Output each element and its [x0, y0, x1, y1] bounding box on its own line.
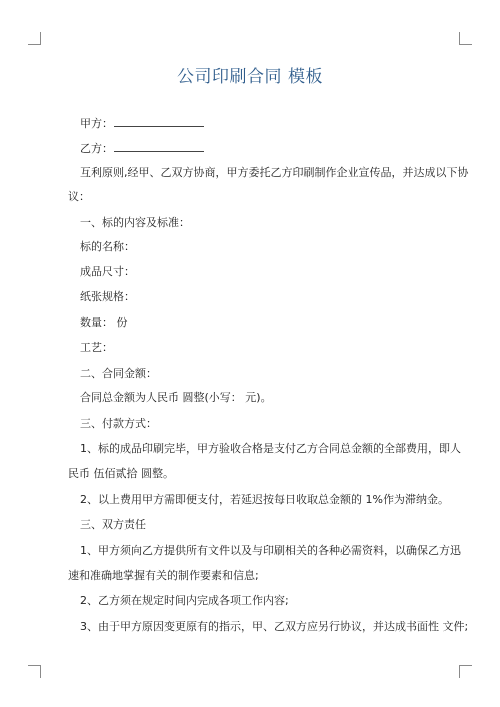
item-size-line: 成品尺寸： [80, 265, 135, 278]
party-a-label: 甲方： [80, 117, 113, 130]
item-craft-line: 工艺： [80, 341, 113, 354]
item-quantity-line: 数量： 份 [80, 316, 128, 329]
party-b-label: 乙方： [80, 142, 113, 155]
payment-1-line-1: 1、标的成品印刷完毕，甲方验收合格是支付乙方合同总金额的全部费用，即人 [80, 442, 461, 455]
crop-mark-top-right [459, 32, 472, 45]
duty-1-line-1: 1、甲方须向乙方提供所有文件以及与印刷相关的各种必需资料，以确保乙方迅 [80, 544, 461, 557]
crop-mark-bottom-right [459, 665, 472, 678]
section-4-heading: 三、双方责任 [80, 518, 146, 531]
intro-line-2: 议： [68, 190, 90, 203]
party-a-blank[interactable] [114, 116, 204, 127]
duty-2-line-1: 2、乙方须在规定时间内完成各项工作内容; [80, 594, 289, 607]
crop-mark-bottom-left [28, 665, 41, 678]
party-b-line [80, 141, 204, 156]
party-a-line [80, 116, 204, 131]
section-1-heading: 一、标的内容及标准： [80, 216, 190, 229]
section-3-heading: 三、付款方式： [80, 417, 157, 430]
section-2-heading: 二、合同金额： [80, 367, 157, 380]
amount-line: 合同总金额为人民币 圆整(小写： 元)。 [80, 391, 272, 404]
duty-1-line-2: 速和准确地掌握有关的制作要素和信息; [68, 569, 259, 582]
item-paper-line: 纸张规格： [80, 290, 135, 303]
party-b-blank[interactable] [114, 141, 204, 152]
item-name-line: 标的名称： [80, 240, 135, 253]
crop-mark-top-left [28, 32, 41, 45]
payment-2-line-1: 2、以上费用甲方需即便支付，若延迟按每日收取总金额的 1%作为滞纳金。 [80, 493, 449, 506]
intro-line-1: 互利原则,经甲、乙双方协商，甲方委托乙方印刷制作企业宣传品，并达成以下协 [80, 166, 469, 179]
payment-1-line-2: 民币 伍佰贰拾 圆整。 [68, 467, 174, 480]
duty-3-line-1: 3、由于甲方原因变更原有的指示，甲、乙双方应另行协议，并达成书面性 文件; [80, 620, 469, 633]
document-title: 公司印刷合同 模板 [177, 67, 323, 87]
